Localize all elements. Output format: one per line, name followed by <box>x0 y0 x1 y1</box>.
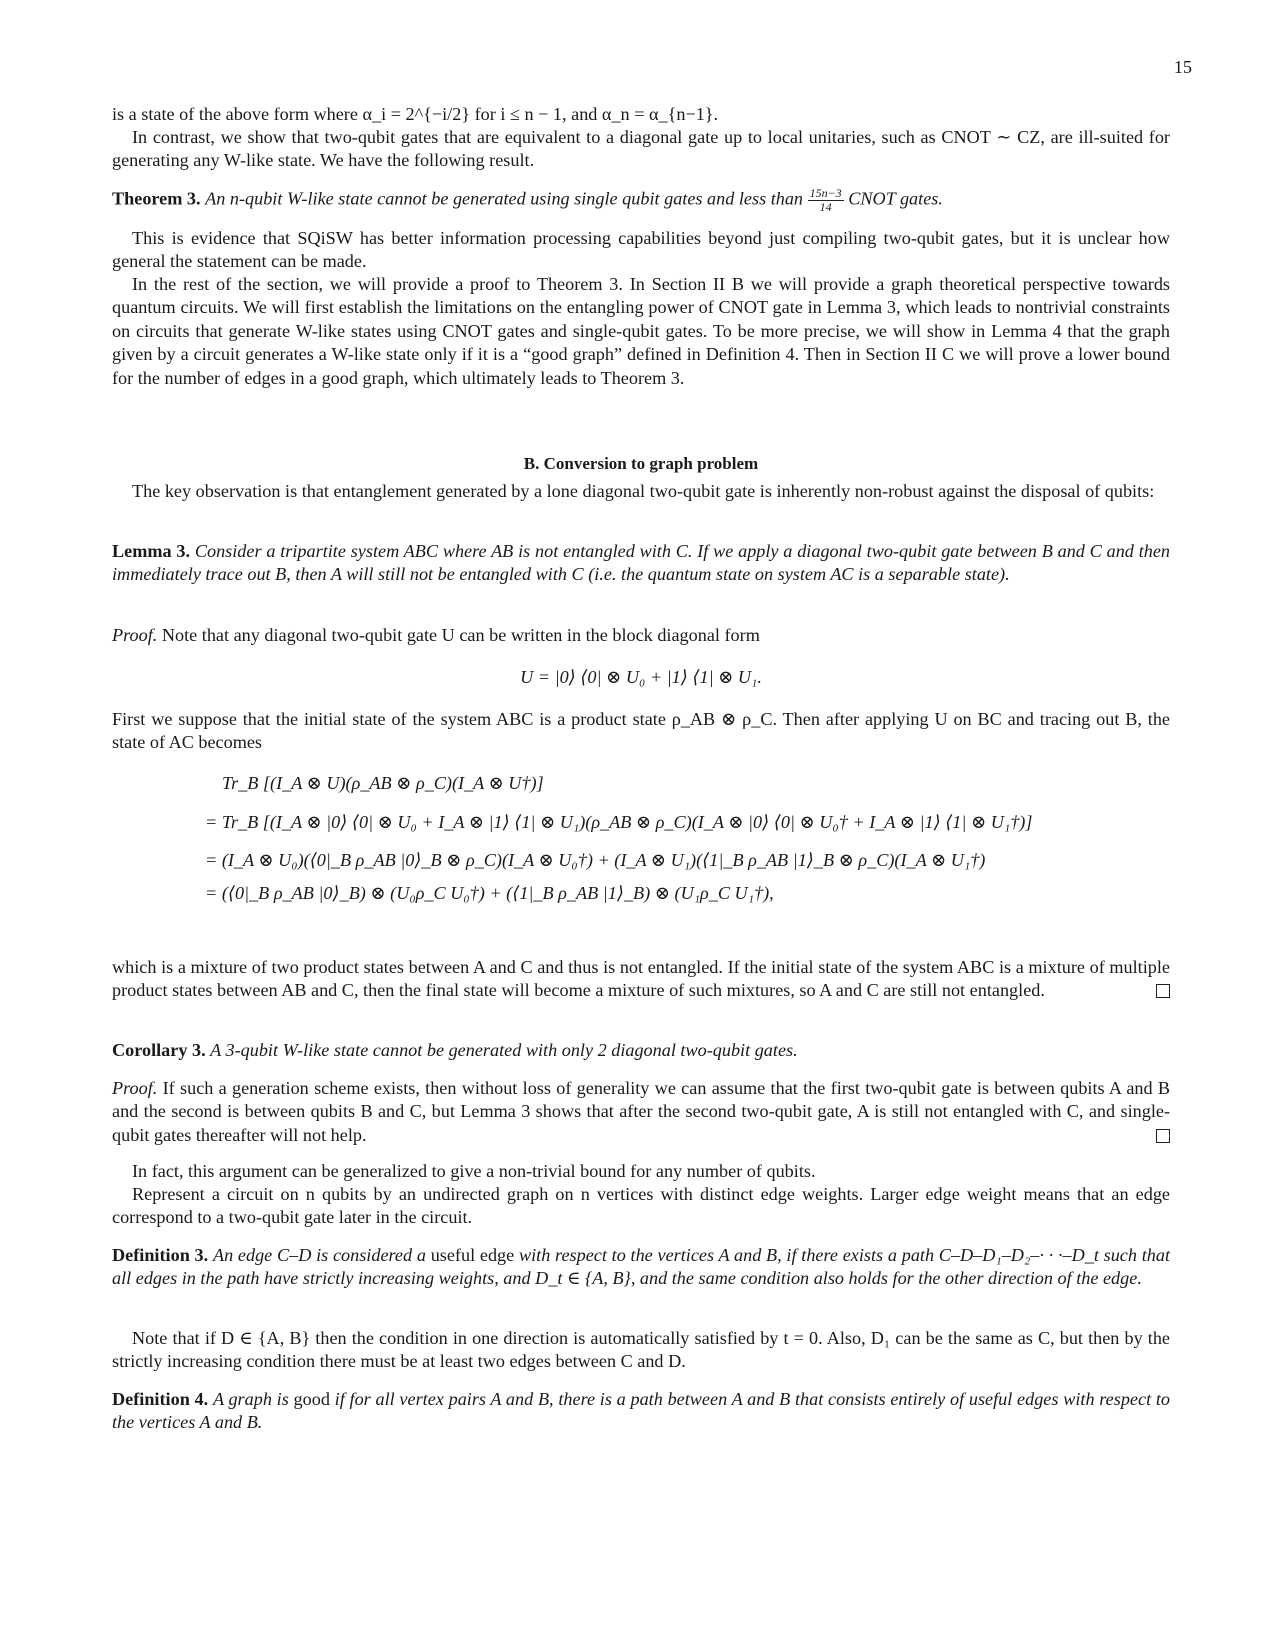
corollary-3-head: Corollary 3. <box>112 1040 206 1060</box>
paragraph-key-observation <box>112 480 1170 503</box>
paragraph-first-suppose <box>112 708 1170 755</box>
qed-square-icon <box>1156 984 1170 998</box>
paragraph-represent <box>112 1183 1170 1230</box>
page-number: 15 <box>1173 57 1192 77</box>
lemma-3-head: Lemma 3. <box>112 541 191 561</box>
section-heading: B. Conversion to graph problem <box>523 454 759 473</box>
equation-block-diagonal: U = |0⟩ ⟨0| ⊗ U₀ + |1⟩ ⟨1| ⊗ U₁. <box>520 667 762 687</box>
definition-3-text-b: with respect to the vertices A and B, if there exists a path C–D–D₁–D₂–· · ·–D_t such that all edges in the path have strictly increasing weights, and D_t ∈ {A, B}, and the same condition also holds for the other direction of the edge. <box>112 1245 1171 1289</box>
text-first-suppose: First we suppose that the initial state of the system ABC is a product state ρ_AB ⊗ ρ_C. Then after applying U on BC and tracing out B, the state of AC becomes <box>112 709 1170 753</box>
fraction-denominator: 14 <box>819 200 832 214</box>
definition-4 <box>112 1388 1170 1435</box>
paragraph-evidence <box>112 227 1170 274</box>
theorem-3-head: Theorem 3. <box>112 188 201 209</box>
theorem-3-text-b: CNOT gates. <box>848 188 943 209</box>
qed-square-icon-2 <box>1156 1129 1170 1143</box>
definition-3 <box>112 1244 1170 1291</box>
text-in-fact: In fact, this argument can be generalized to give a non-trivial bound for any number of qubits. <box>132 1161 816 1181</box>
corollary-3-text: A 3-qubit W-like state cannot be generated with only 2 diagonal two-qubit gates. <box>210 1040 798 1060</box>
text-mixture: which is a mixture of two product states between A and C and thus is not entangled. If the initial state of the system ABC is a mixture of multiple product states between AB and C, then the final state will become a mixture of such mixtures, so A and C are still not entangled. <box>112 957 1170 1001</box>
fraction-numerator: 15n−3 <box>809 186 842 200</box>
definition-4-head: Definition 4. <box>112 1389 209 1409</box>
text-rest-of-section: In the rest of the section, we will provide a proof to Theorem 3. In Section II B we will provide a graph theoretical perspective towards quantum circuits. We will first establish the limitations on the entangling power of CNOT gate in Lemma 3, which leads to nontrivial constraints on circuits that generate W-like states using CNOT gates and single-qubit gates. To be more precise, we will show in Lemma 4 that the graph given by a circuit generates a W-like state only if it is a “good graph” defined in Definition 4. Then in Section II C we will prove a lower bound for the number of edges in a good graph, which ultimately leads to Theorem 3. <box>112 274 1170 388</box>
proof-corollary-text: If such a generation scheme exists, then without loss of generality we can assume that the first two-qubit gate is between qubits A and B and the second is between qubits B and C, but Lemma 3 shows that after the second two-qubit gate, A is still not entangled with C, and single-qubit gates thereafter will not help. <box>112 1078 1171 1145</box>
lemma-3-text: Consider a tripartite system ABC where AB is not entangled with C. If we apply a diagonal two-qubit gate between B and C and then immediately trace out B, then A will still not be entangled with C (i.e. the quantum state on system AC is a separable state). <box>112 541 1171 585</box>
paragraph-rest-of-section <box>112 273 1170 390</box>
definition-3-useful-term: useful edge <box>430 1245 515 1265</box>
proof-intro-text: Note that any diagonal two-qubit gate U can be written in the block diagonal form <box>161 625 760 645</box>
paragraph-state-form <box>112 103 1170 126</box>
text-key-observation: The key observation is that entanglement generated by a lone diagonal two-qubit gate is inherently non-robust against the disposal of qubits: <box>132 481 1155 501</box>
definition-4-good-term: good <box>293 1389 330 1409</box>
text-state-form: is a state of the above form where α_i = 2^{−i/2} for i ≤ n − 1, and α_n = α_{n−1}. <box>112 104 719 124</box>
equation-line-2: = Tr_B [(I_A ⊗ |0⟩ ⟨0| ⊗ U₀ + I_A ⊗ |1⟩ ⟨1| ⊗ U₁)(ρ_AB ⊗ ρ_C)(I_A ⊗ |0⟩ ⟨0| ⊗ U₀† + I_A ⊗ |1⟩ ⟨1| ⊗ U₁†)] <box>205 812 1033 832</box>
definition-3-text-a: An edge C–D is considered a <box>212 1245 426 1265</box>
definition-4-text-b: if for all vertex pairs A and B, there is a path between A and B that consists entirely of useful edges with respect to the vertices A and B. <box>112 1389 1171 1433</box>
paragraph-mixture <box>112 956 1170 1003</box>
lemma-3 <box>112 540 1170 587</box>
equation-line-3: = (I_A ⊗ U₀)(⟨0|_B ρ_AB |0⟩_B ⊗ ρ_C)(I_A ⊗ U₀†) + (I_A ⊗ U₁)(⟨1|_B ρ_AB |1⟩_B ⊗ ρ_C)(I_A ⊗ U₁†) <box>205 850 986 870</box>
equation-line-1: Tr_B [(I_A ⊗ U)(ρ_AB ⊗ ρ_C)(I_A ⊗ U†)] <box>222 773 544 793</box>
proof-head: Proof. <box>112 625 158 645</box>
paragraph-in-fact <box>112 1160 1170 1183</box>
text-evidence: This is evidence that SQiSW has better information processing capabilities beyond just compiling two-qubit gates, but it is unclear how general the statement can be made. <box>112 228 1170 272</box>
theorem-3 <box>112 187 1170 214</box>
text-note: Note that if D ∈ {A, B} then the condition in one direction is automatically satisfied by t = 0. Also, D₁ can be the same as C, but then by the strictly increasing condition there must be at least two edges between C and D. <box>112 1328 1170 1372</box>
paragraph-note <box>112 1327 1170 1374</box>
proof-head-2: Proof. <box>112 1078 158 1098</box>
corollary-3 <box>112 1039 1170 1062</box>
theorem-3-text-a: An n-qubit W-like state cannot be generated using single qubit gates and less than <box>205 188 804 209</box>
proof-corollary-3 <box>112 1077 1170 1147</box>
theorem-3-fraction <box>808 187 844 214</box>
proof-lemma-3-intro <box>112 624 1170 647</box>
paragraph-contrast <box>112 126 1170 173</box>
text-represent: Represent a circuit on n qubits by an undirected graph on n vertices with distinct edge weights. Larger edge weight means that an edge correspond to a two-qubit gate later in the circuit. <box>112 1184 1170 1228</box>
definition-4-text-a: A graph is <box>212 1389 289 1409</box>
equation-line-4: = (⟨0|_B ρ_AB |0⟩_B) ⊗ (U₀ρ_C U₀†) + (⟨1|_B ρ_AB |1⟩_B) ⊗ (U₁ρ_C U₁†), <box>205 883 774 903</box>
text-contrast: In contrast, we show that two-qubit gates that are equivalent to a diagonal gate up to local unitaries, such as CNOT ∼ CZ, are ill-suited for generating any W-like state. We have the following result. <box>112 127 1170 171</box>
definition-3-head: Definition 3. <box>112 1245 209 1265</box>
